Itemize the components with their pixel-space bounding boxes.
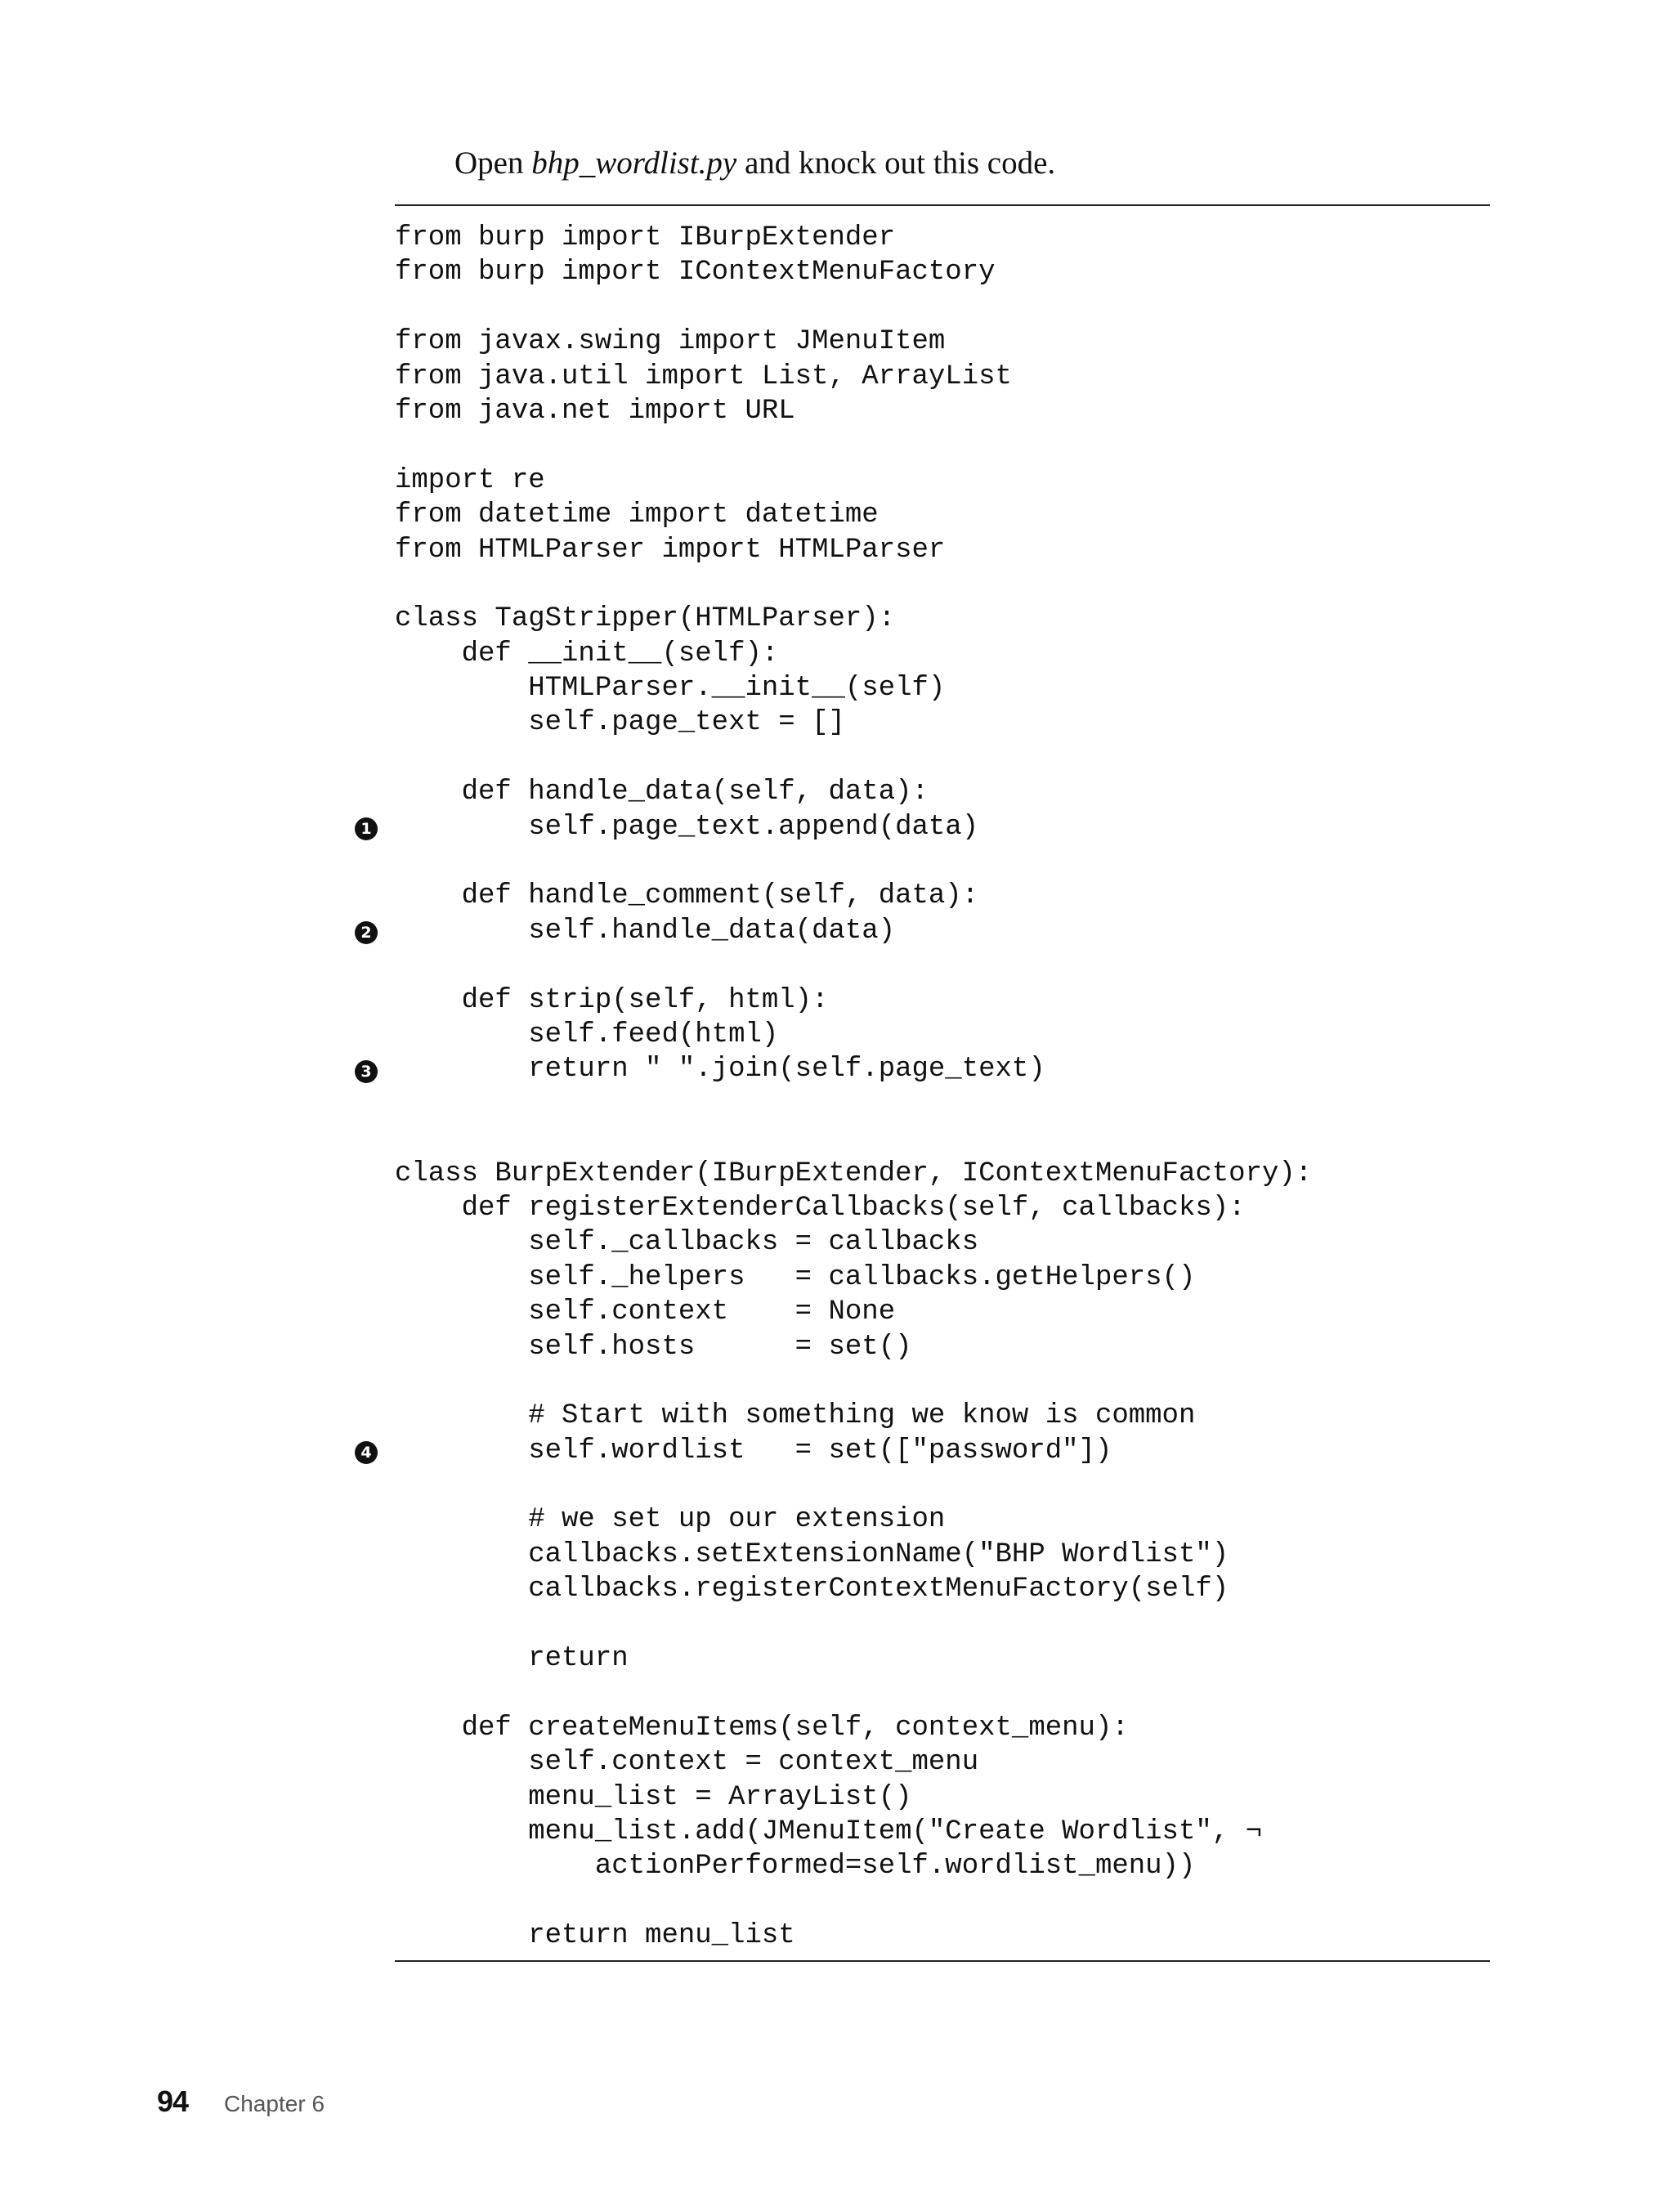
- code-line: [395, 1087, 1312, 1122]
- code-line: [395, 948, 1312, 983]
- code-line: from java.net import URL: [395, 395, 795, 427]
- code-line: menu_list.add(JMenuItem("Create Wordlist", ¬: [395, 1816, 1262, 1847]
- code-line: self.page_text = []: [395, 707, 845, 739]
- intro-sentence: [454, 139, 1055, 188]
- code-line: self._helpers = callbacks.getHelpers(): [395, 1261, 1196, 1293]
- code-line: def strip(self, html):: [395, 984, 829, 1016]
- code-line: return: [395, 1643, 629, 1675]
- code-line: self.wordlist = set(["password"]): [395, 1435, 1112, 1466]
- page-number: 94: [157, 2084, 189, 2118]
- code-line: from burp import IContextMenuFactory: [395, 257, 996, 289]
- code-marker-2: 2: [355, 921, 378, 944]
- code-line: [395, 844, 1312, 879]
- code-line: [395, 567, 1312, 602]
- code-line: # Start with something we know is common: [395, 1400, 1196, 1432]
- code-bottom-rule: [395, 1960, 1490, 1962]
- page-footer: [157, 2084, 325, 2119]
- code-line: menu_list = ArrayList(): [395, 1781, 912, 1813]
- code-line: actionPerformed=self.wordlist_menu)): [395, 1851, 1196, 1883]
- code-line: [395, 1364, 1312, 1399]
- code-line: callbacks.setExtensionName("BHP Wordlist"): [395, 1538, 1229, 1570]
- code-line: [395, 741, 1312, 775]
- code-marker-3: 3: [355, 1060, 378, 1083]
- code-line: [395, 1884, 1312, 1919]
- code-line: def handle_comment(self, data):: [395, 880, 979, 912]
- code-listing: [395, 221, 1312, 1954]
- code-line: return menu_list: [395, 1920, 795, 1952]
- code-line: class TagStripper(HTMLParser):: [395, 603, 896, 635]
- code-line: class BurpExtender(IBurpExtender, IContextMenuFactory):: [395, 1157, 1313, 1189]
- code-line: self.handle_data(data): [395, 915, 896, 947]
- code-line: HTMLParser.__init__(self): [395, 673, 946, 705]
- code-marker-4: 4: [355, 1441, 378, 1464]
- code-line: from javax.swing import JMenuItem: [395, 326, 946, 358]
- code-line: callbacks.registerContextMenuFactory(self): [395, 1574, 1229, 1605]
- intro-prefix: Open: [454, 146, 532, 181]
- code-line: [395, 1676, 1312, 1710]
- code-line: def __init__(self):: [395, 638, 779, 669]
- code-line: self.hosts = set(): [395, 1331, 912, 1363]
- code-line: self.context = None: [395, 1296, 896, 1328]
- code-line: [395, 290, 1312, 325]
- intro-suffix: and knock out this code.: [736, 146, 1056, 181]
- code-line: return " ".join(self.page_text): [395, 1054, 1045, 1086]
- code-line: from burp import IBurpExtender: [395, 222, 896, 253]
- code-line: self.page_text.append(data): [395, 811, 979, 843]
- intro-filename: bhp_wordlist.py: [531, 146, 737, 181]
- code-line: def handle_data(self, data):: [395, 777, 929, 808]
- code-line: from HTMLParser import HTMLParser: [395, 534, 946, 566]
- code-line: import re: [395, 464, 545, 496]
- code-line: [395, 1122, 1312, 1156]
- code-line: self.context = context_menu: [395, 1747, 979, 1779]
- code-line: self._callbacks = callbacks: [395, 1227, 979, 1259]
- code-line: def registerExtenderCallbacks(self, callbacks):: [395, 1192, 1246, 1224]
- code-marker-1: 1: [355, 817, 378, 840]
- code-line: from datetime import datetime: [395, 499, 879, 531]
- chapter-label: Chapter 6: [224, 2091, 325, 2116]
- code-line: [395, 1607, 1312, 1641]
- code-line: def createMenuItems(self, context_menu):: [395, 1712, 1129, 1744]
- code-line: self.feed(html): [395, 1019, 779, 1050]
- code-line: from java.util import List, ArrayList: [395, 360, 1012, 392]
- code-line: # we set up our extension: [395, 1504, 946, 1536]
- code-top-rule: [395, 204, 1490, 206]
- code-line: [395, 428, 1312, 463]
- code-line: [395, 1468, 1312, 1502]
